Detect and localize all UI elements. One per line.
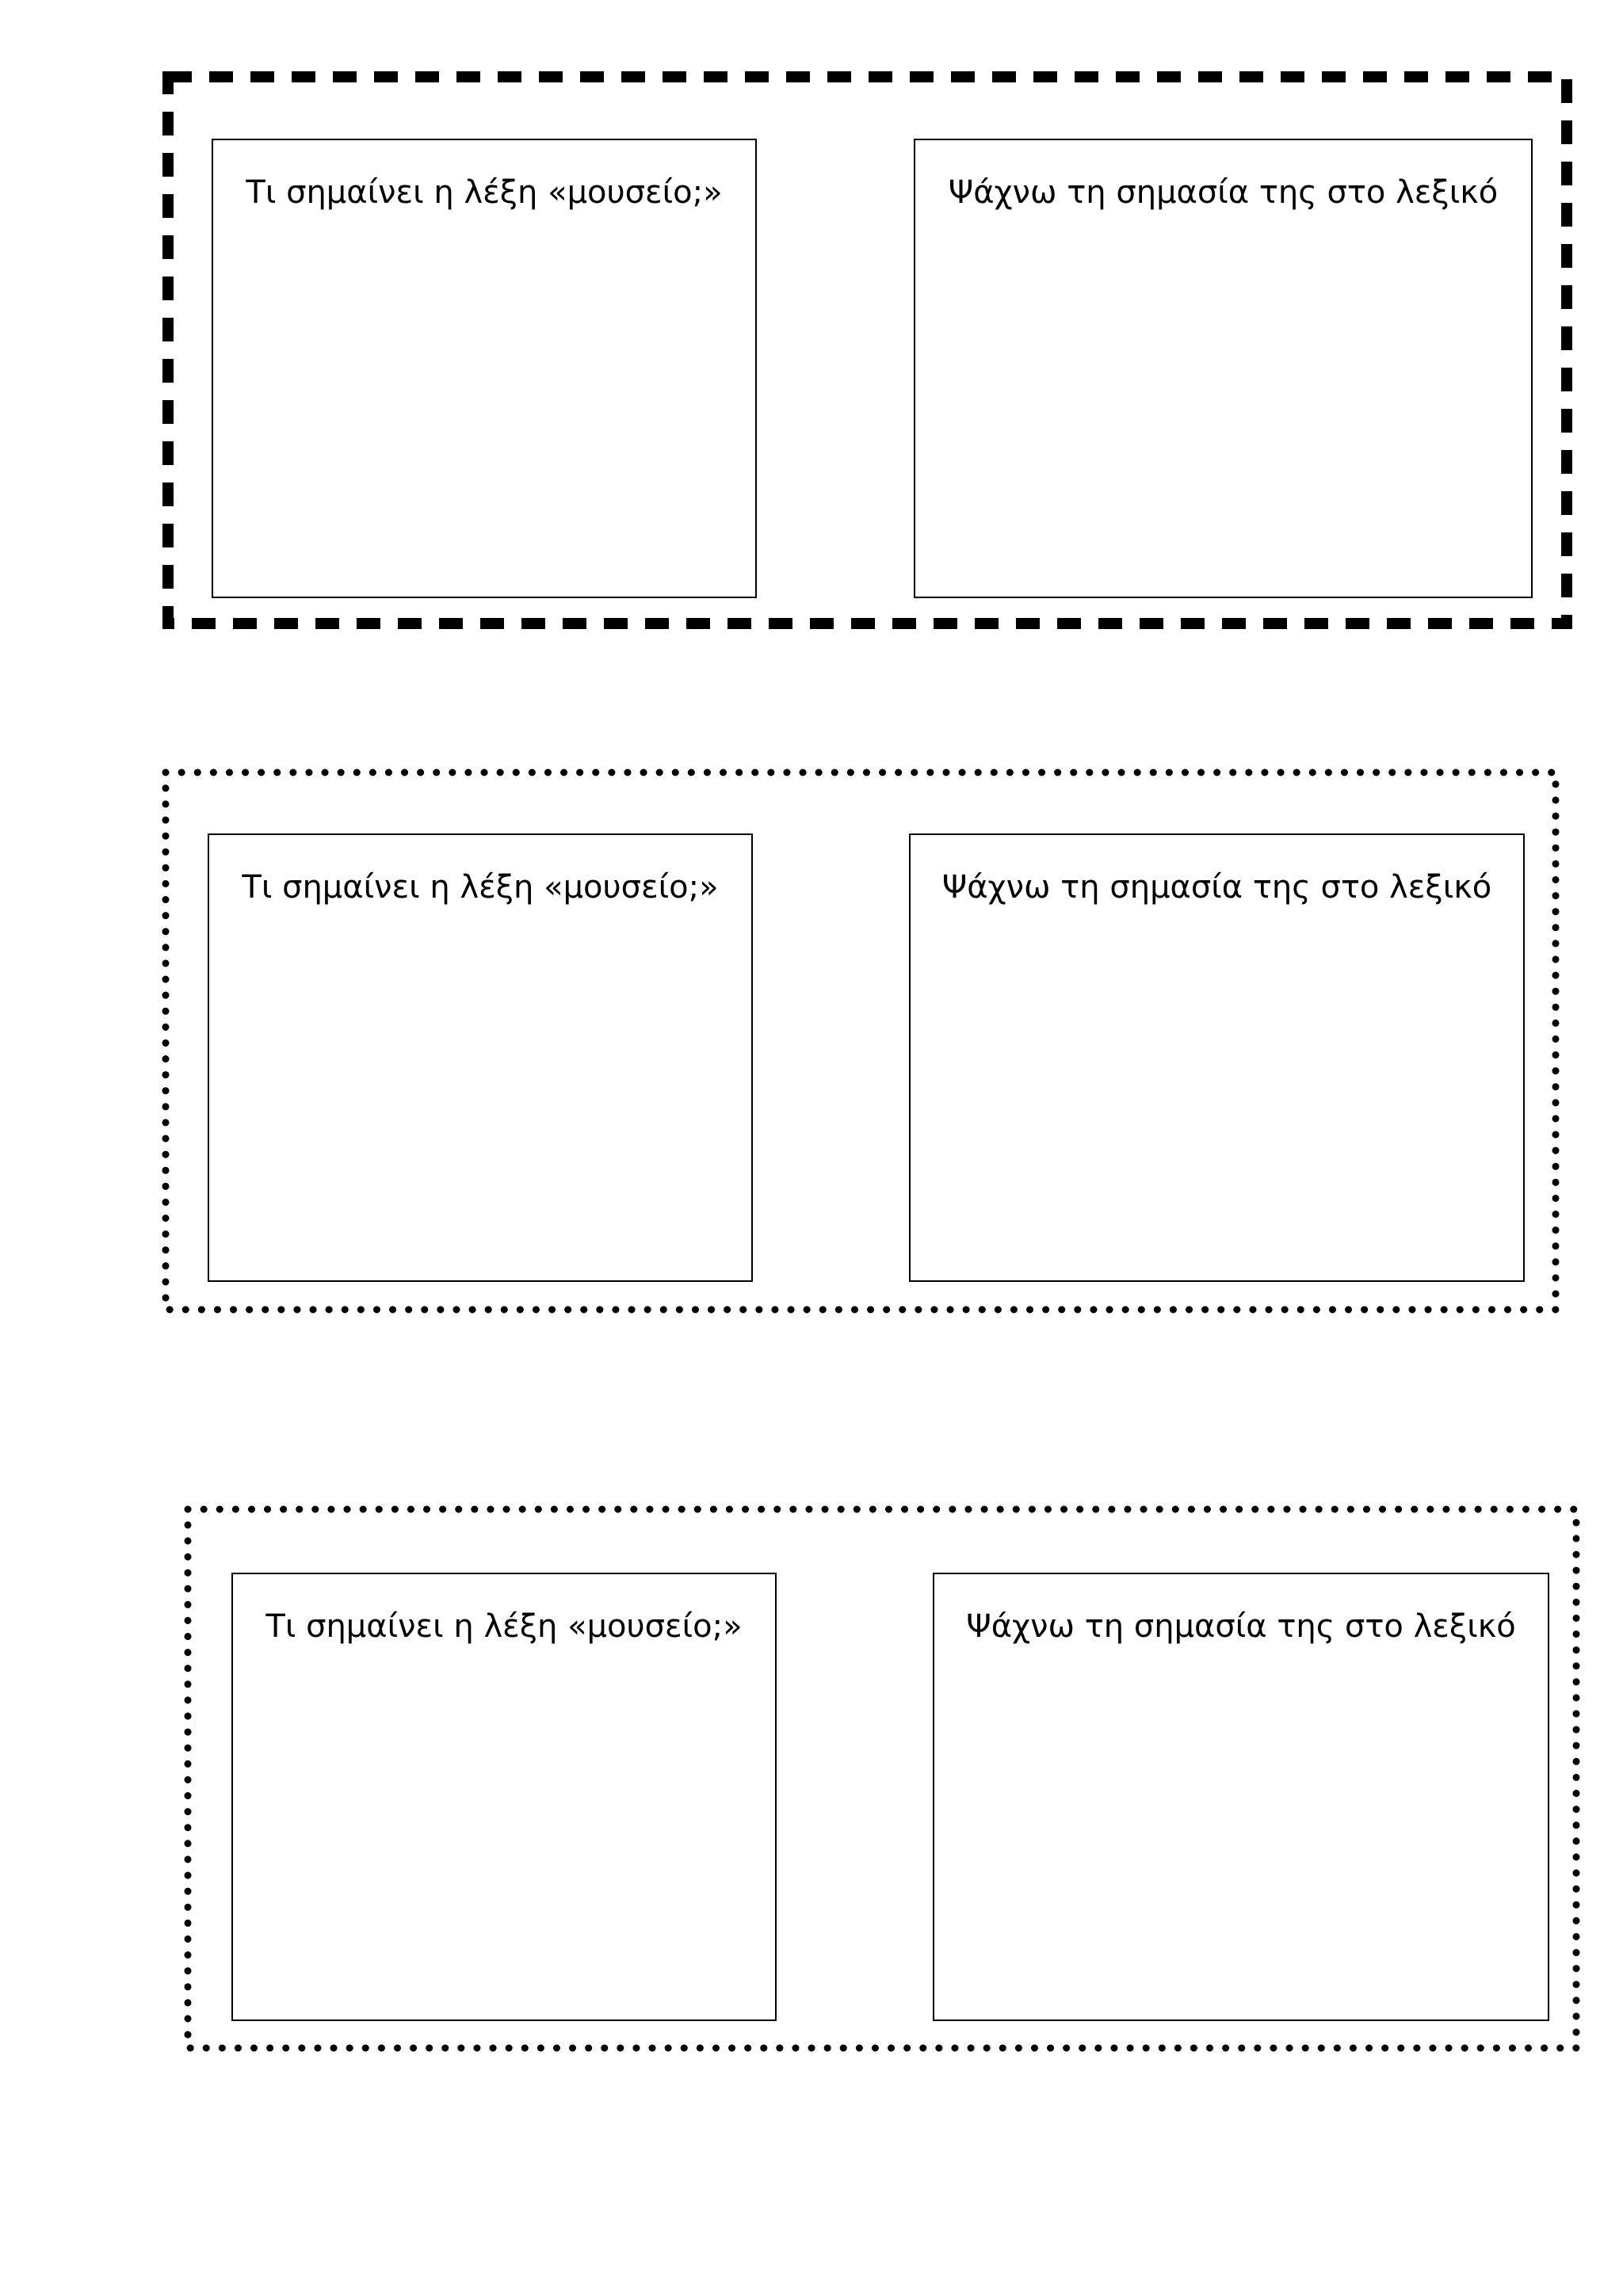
question-label: Τι σημαίνει η λέξη «μουσείο;» <box>242 869 719 906</box>
question-box <box>231 1573 777 2021</box>
question-box <box>212 139 757 598</box>
dictionary-instruction-label: Ψάχνω τη σημασία της στο λεξικό <box>941 869 1492 906</box>
dictionary-instruction-label: Ψάχνω τη σημασία της στο λεξικό <box>948 174 1499 211</box>
question-label: Τι σημαίνει η λέξη «μουσείο;» <box>265 1608 743 1645</box>
dictionary-box <box>914 139 1533 598</box>
question-label: Τι σημαίνει η λέξη «μουσείο;» <box>246 174 723 211</box>
question-box <box>208 833 753 1282</box>
worksheet-frame-2 <box>162 769 1560 1314</box>
worksheet-frame-3 <box>184 1505 1580 2052</box>
worksheet-frame-1 <box>162 71 1572 629</box>
dictionary-instruction-label: Ψάχνω τη σημασία της στο λεξικό <box>966 1608 1516 1645</box>
dictionary-box <box>909 833 1525 1282</box>
dictionary-box <box>933 1573 1549 2021</box>
